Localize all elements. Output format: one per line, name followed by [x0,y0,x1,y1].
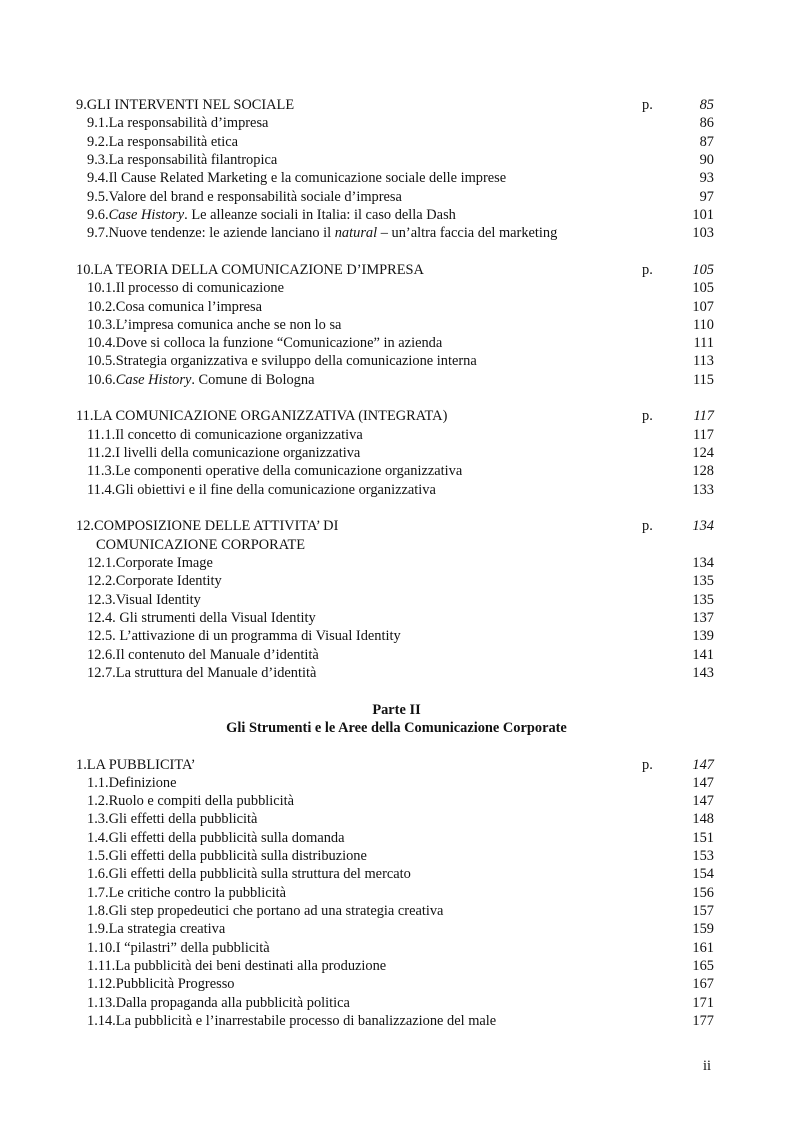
entry-page-number: 157 [692,903,714,920]
toc-entry [0,810,793,828]
entry-title-part: 11.2.I livelli della comunicazione organizzativa [87,445,361,462]
entry-page-number: 147 [692,774,714,791]
chapter-title: 11.LA COMUNICAZIONE ORGANIZZATIVA (INTEGRATA) [76,408,448,425]
entry-title [87,298,262,316]
entry-title [87,829,345,847]
entry-title-part: 9.5.Valore del brand e responsabilità sociale d’impresa [87,188,402,205]
entry-page-number: 147 [692,793,714,810]
entry-page-number: 165 [692,958,714,975]
part-heading: Parte II [372,701,421,718]
page-prefix: p. [642,261,653,278]
chapter-title: 12.COMPOSIZIONE DELLE ATTIVITA’ DI [76,518,339,535]
entry-title [87,774,177,792]
entry-title [87,920,225,938]
entry-page-number: 111 [693,335,714,352]
toc-entry [0,133,793,151]
toc-entry [0,792,793,810]
page-prefix: p. [642,408,653,425]
entry-title-part: 11.1.Il concetto di comunicazione organizzativa [87,426,363,443]
toc-entry [0,352,793,370]
entry-page-number: 143 [692,664,714,681]
chapter-heading [0,756,793,774]
entry-page-number: 113 [692,353,714,370]
entry-title [87,975,235,993]
entry-title [87,847,367,865]
part-subheading: Gli Strumenti e le Aree della Comunicazione Corporate [226,719,567,736]
chapter-page-number: 85 [699,97,714,113]
toc-entry [0,572,793,590]
toc-entry [0,939,793,957]
entry-title-part: 12.2.Corporate Identity [87,573,222,590]
toc-entry [0,920,793,938]
chapter-title: COMUNICAZIONE CORPORATE [96,536,306,553]
toc-entry [0,664,793,682]
entry-title [87,884,286,902]
chapter-heading [0,96,793,114]
toc-entry [0,554,793,572]
entry-title-part: 11.3.Le componenti operative della comunicazione organizzativa [87,463,463,480]
entry-page-number: 156 [692,884,714,901]
entry-title [87,334,442,352]
entry-title-part: 1.7.Le critiche contro la pubblicità [87,884,286,901]
entry-title [87,609,316,627]
entry-title-part: 10.5.Strategia organizzativa e sviluppo della comunicazione interna [87,353,477,370]
entry-page-number: 154 [692,866,714,883]
page-prefix: p. [642,518,653,535]
toc-entry [0,902,793,920]
toc-entry [0,169,793,187]
entry-title [87,939,270,957]
entry-page-number: 153 [692,848,714,865]
entry-title-part: . Le alleanze sociali in Italia: il caso della Dash [184,206,456,223]
entry-title [87,133,238,151]
toc-entry [0,865,793,883]
toc-entry [0,627,793,645]
entry-page-number: 87 [699,133,714,150]
entry-title-part: 1.9.La strategia creativa [87,921,226,938]
entry-page-number: 133 [692,481,714,498]
entry-title [87,627,401,645]
entry-title [87,810,257,828]
chapter-title: 10.LA TEORIA DELLA COMUNICAZIONE D’IMPRESA [76,261,424,278]
entry-title [87,792,294,810]
chapter-title: 1.LA PUBBLICITA’ [76,756,196,773]
entry-title-part: 12.3.Visual Identity [87,591,201,608]
toc-entry [0,426,793,444]
entry-title-part: 9.7.Nuove tendenze: le aziende lanciano il [87,225,335,242]
entry-title-part: 9.6. [87,206,109,223]
entry-title-part: – un’altra faccia del marketing [377,225,558,242]
entry-title [87,169,506,187]
toc-entry [0,975,793,993]
entry-title-part: 1.8.Gli step propedeutici che portano ad una strategia creativa [87,903,444,920]
entry-title-part: 10.2.Cosa comunica l’impresa [87,298,263,315]
entry-title-part: 10.1.Il processo di comunicazione [87,280,285,297]
entry-title-part: 12.4. Gli strumenti della Visual Identity [87,609,316,626]
toc-entry [0,847,793,865]
entry-page-number: 141 [692,646,714,663]
toc-entry [0,316,793,334]
entry-page-number: 101 [692,206,714,223]
entry-title-part: 12.6.Il contenuto del Manuale d’identità [87,646,319,663]
entry-page-number: 167 [692,976,714,993]
entry-title [87,316,341,334]
chapter-heading [0,517,793,535]
page-prefix: p. [642,97,653,113]
entry-page-number: 93 [699,170,714,187]
entry-page-number: 97 [699,188,714,205]
entry-title [87,646,319,664]
entry-page-number: 115 [692,371,714,388]
entry-page-number: 105 [692,280,714,297]
toc-entry [0,829,793,847]
toc-entry [0,444,793,462]
entry-title [87,462,462,480]
chapter-page-number: 117 [693,408,714,425]
entry-title [87,664,316,682]
entry-title-part: 1.1.Definizione [87,774,177,791]
entry-page-number: 177 [692,1013,714,1029]
entry-title [87,114,268,132]
toc-entry [0,224,793,242]
toc-entry [0,298,793,316]
entry-title-part: . Comune di Bologna [191,371,315,388]
toc-entry [0,957,793,975]
entry-title [87,426,363,444]
toc-entry [0,206,793,224]
entry-page-number: 151 [692,829,714,846]
toc-entry [0,994,793,1012]
entry-title-part: 9.4.Il Cause Related Marketing e la comunicazione sociale delle imprese [87,170,507,187]
entry-title-part: 9.1.La responsabilità d’impresa [87,115,269,132]
entry-title [87,352,477,370]
entry-title-part: 11.4.Gli obiettivi e il fine della comunicazione organizzativa [87,481,436,498]
entry-title-part: 1.10.I “pilastri” della pubblicità [87,939,270,956]
entry-page-number: 171 [692,994,714,1011]
entry-page-number: 159 [692,921,714,938]
page-prefix: p. [642,756,653,773]
entry-title [87,865,411,883]
entry-page-number: 110 [692,316,714,333]
entry-title [87,279,284,297]
entry-title-part: 1.3.Gli effetti della pubblicità [87,811,258,828]
chapter-page-number: 147 [692,756,714,773]
entry-title [87,591,201,609]
entry-title [87,188,402,206]
entry-title [87,151,277,169]
entry-title-part: 1.11.La pubblicità dei beni destinati alla produzione [87,958,387,975]
toc-entry [0,646,793,664]
toc-entry [0,481,793,499]
entry-title-part: 1.5.Gli effetti della pubblicità sulla distribuzione [87,848,367,865]
entry-title [87,224,557,242]
entry-title [87,206,456,224]
entry-title-part: 9.2.La responsabilità etica [87,133,239,150]
chapter-page-number: 134 [692,518,714,535]
entry-title [87,1012,496,1030]
entry-page-number: 103 [692,225,714,242]
entry-title-part: 9.3.La responsabilità filantropica [87,151,278,168]
toc-entry [0,462,793,480]
entry-page-number: 148 [692,811,714,828]
entry-title-part: 1.14.La pubblicità e l’inarrestabile processo di banalizzazione del male [87,1013,497,1029]
entry-title-part: 12.7.La struttura del Manuale d’identità [87,664,317,681]
toc-entry [0,279,793,297]
toc-entry [0,114,793,132]
entry-page-number: 117 [692,426,714,443]
entry-page-number: 135 [692,591,714,608]
chapter-heading [0,536,793,554]
chapter-title: 9.GLI INTERVENTI NEL SOCIALE [76,97,295,113]
toc-entry [0,371,793,389]
entry-title [87,994,350,1012]
chapter-heading [0,407,793,425]
entry-page-number: 90 [699,151,714,168]
entry-title-part: 1.13.Dalla propaganda alla pubblicità politica [87,994,350,1011]
entry-title [87,554,213,572]
entry-page-number: 161 [692,939,714,956]
entry-page-number: 137 [692,609,714,626]
entry-title-italic: Case History [115,371,192,388]
toc-entry [0,334,793,352]
toc-entry [0,188,793,206]
chapter-heading [0,261,793,279]
entry-title-part: 12.5. L’attivazione di un programma di Visual Identity [87,628,401,645]
entry-title [87,957,386,975]
entry-page-number: 128 [692,463,714,480]
toc-entry [0,609,793,627]
entry-title-part: 1.2.Ruolo e compiti della pubblicità [87,793,295,810]
entry-page-number: 107 [692,298,714,315]
chapter-page-number: 105 [692,261,714,278]
toc-entry [0,1012,793,1030]
toc-entry [0,884,793,902]
entry-title-part: 10.6. [87,371,116,388]
toc-entry [0,774,793,792]
entry-page-number: 124 [692,445,714,462]
entry-page-number: 134 [692,555,714,571]
entry-page-number: 135 [692,573,714,590]
page-number: ii [703,1058,711,1074]
entry-title [87,444,360,462]
toc-entry [0,591,793,609]
entry-title [87,371,314,389]
entry-title [87,572,222,590]
entry-title-italic: natural [334,225,378,242]
entry-title-part: 1.6.Gli effetti della pubblicità sulla struttura del mercato [87,866,411,883]
toc-entry [0,151,793,169]
entry-title-part: 10.3.L’impresa comunica anche se non lo sa [87,316,342,333]
entry-title [87,902,443,920]
entry-title-part: 1.4.Gli effetti della pubblicità sulla domanda [87,829,345,846]
entry-title-part: 1.12.Pubblicità Progresso [87,976,235,993]
entry-title-part: 12.1.Corporate Image [87,555,213,571]
entry-page-number: 139 [692,628,714,645]
entry-title-italic: Case History [108,206,185,223]
entry-title-part: 10.4.Dove si colloca la funzione “Comunicazione” in azienda [87,335,443,352]
entry-page-number: 86 [699,115,714,132]
entry-title [87,481,436,499]
